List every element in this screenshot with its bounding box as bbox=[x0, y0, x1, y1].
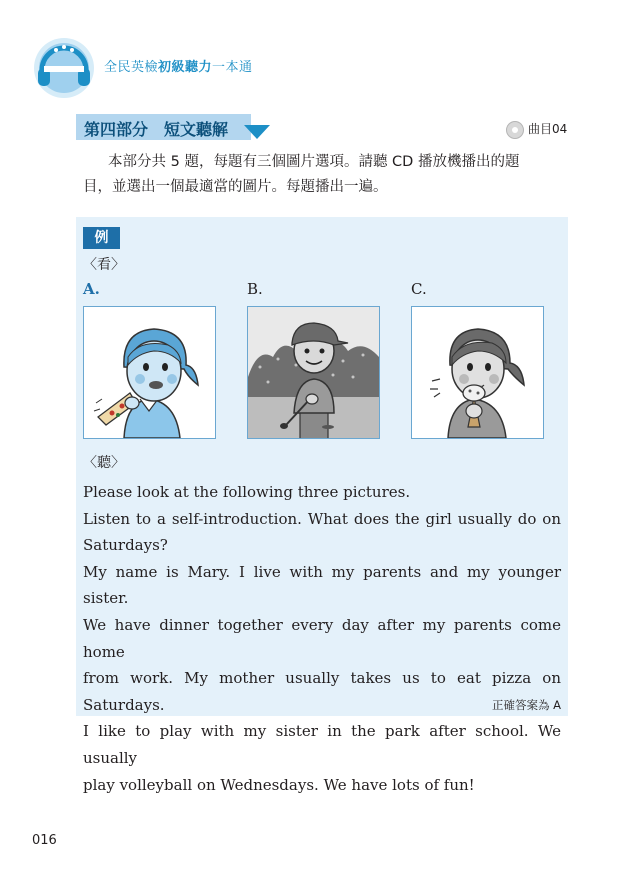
correct-answer: 正確答案為 A bbox=[491, 698, 561, 712]
passage-line: from work. My mother usually takes us to eat pizza on Saturdays. bbox=[83, 669, 561, 714]
option-b-label: B. bbox=[247, 280, 263, 298]
passage-line: Please look at the following three pictures. bbox=[83, 483, 411, 501]
look-label: 〈看〉 bbox=[83, 257, 125, 273]
passage-line: I like to play with my sister in the park after school. We usually bbox=[83, 722, 561, 767]
track-number: 曲目04 bbox=[528, 122, 568, 136]
section-heading bbox=[76, 114, 271, 142]
option-c-picture[interactable] bbox=[411, 306, 544, 439]
listening-passage bbox=[83, 479, 561, 798]
passage-line: play volleyball on Wednesdays. We have lots of fun! bbox=[83, 775, 475, 794]
option-a-label: A. bbox=[83, 280, 100, 298]
passage-line: Listen to a self-introduction. What does the girl usually do on bbox=[83, 509, 561, 528]
instructions-line-2: 目，並選出一個最適當的圖片。每題播出一遍。 bbox=[83, 179, 388, 195]
listen-label: 〈聽〉 bbox=[83, 455, 125, 471]
option-a-picture[interactable] bbox=[83, 306, 216, 439]
passage-line: My name is Mary. I live with my parents and my younger sister. bbox=[83, 562, 561, 608]
headphones-logo-icon bbox=[32, 36, 96, 100]
passage-line: Saturdays? bbox=[83, 536, 168, 555]
example-label: 例 bbox=[83, 227, 120, 249]
instructions-line-1: 本部分共 5 題，每題有三個圖片選項。請聽 CD 播放機播出的題 bbox=[108, 154, 520, 170]
passage-line: We have dinner together every day after my parents come home bbox=[83, 615, 561, 661]
section-part: 第四部分 bbox=[84, 120, 149, 139]
section-heading-arrow bbox=[244, 125, 270, 139]
cd-icon bbox=[506, 121, 524, 139]
page-number: 016 bbox=[32, 833, 57, 848]
section-name: 短文聽解 bbox=[164, 120, 229, 139]
book-title: 全民英檢初級聽力一本通 bbox=[104, 60, 253, 75]
track-label bbox=[506, 120, 567, 139]
option-b-picture[interactable] bbox=[247, 306, 380, 439]
option-c-label: C. bbox=[411, 280, 427, 298]
